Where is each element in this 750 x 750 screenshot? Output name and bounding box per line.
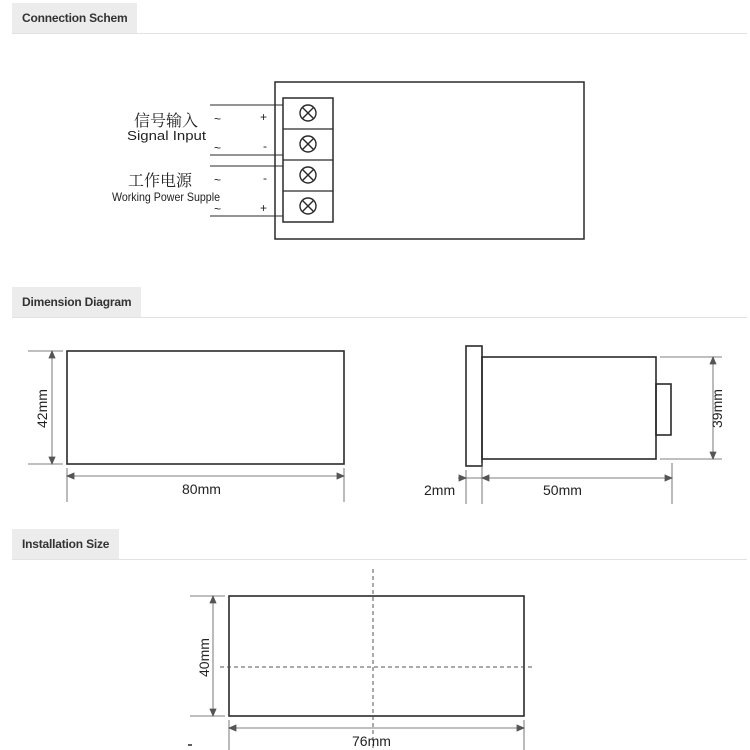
terminal-sign: + xyxy=(260,201,268,215)
terminal-sign: + xyxy=(260,110,268,124)
screw-icon xyxy=(300,136,316,152)
screw-icon xyxy=(300,167,316,183)
dimension-diagram xyxy=(0,330,750,540)
power-en-label: Working Power Supple xyxy=(112,190,221,204)
body-depth-label: 50mm xyxy=(543,482,582,498)
terminal-separators xyxy=(283,129,333,191)
dimension-section-title: Dimension Diagram xyxy=(12,287,141,317)
terminal-sign: - xyxy=(263,139,267,153)
tilde-sign: ~ xyxy=(214,141,222,155)
power-cn-label: 工作电源 xyxy=(128,171,193,190)
screw-icon xyxy=(300,198,316,214)
signal-input-cn-label: 信号输入 xyxy=(134,111,199,130)
installation-section-title: Installation Size xyxy=(12,529,119,559)
signal-input-en-label: Signal Input xyxy=(127,128,207,143)
front-width-label: 80mm xyxy=(182,481,221,497)
bezel-depth-label: 2mm xyxy=(424,482,456,498)
cutout-height-label: 40mm xyxy=(196,638,212,677)
tilde-sign: ~ xyxy=(214,202,222,216)
side-bezel-outline xyxy=(466,346,482,466)
dimension-section-header xyxy=(12,287,747,318)
installation-section-header xyxy=(12,529,747,560)
front-view-outline xyxy=(67,351,344,464)
connection-diagram xyxy=(0,0,750,250)
screw-icon xyxy=(300,105,316,121)
terminal-sign: - xyxy=(263,171,267,185)
side-body-outline xyxy=(482,357,656,459)
connection-section-title: Connection Schem xyxy=(12,3,137,33)
cutout-width-label: 76mm xyxy=(352,733,391,749)
side-terminal-outline xyxy=(656,384,671,435)
cutout-outline xyxy=(229,596,524,716)
front-height-label: 42mm xyxy=(34,389,50,428)
side-height-label: 39mm xyxy=(709,389,725,428)
tilde-sign: ~ xyxy=(214,173,222,187)
tilde-sign: ~ xyxy=(214,112,222,126)
installation-diagram xyxy=(0,568,750,750)
